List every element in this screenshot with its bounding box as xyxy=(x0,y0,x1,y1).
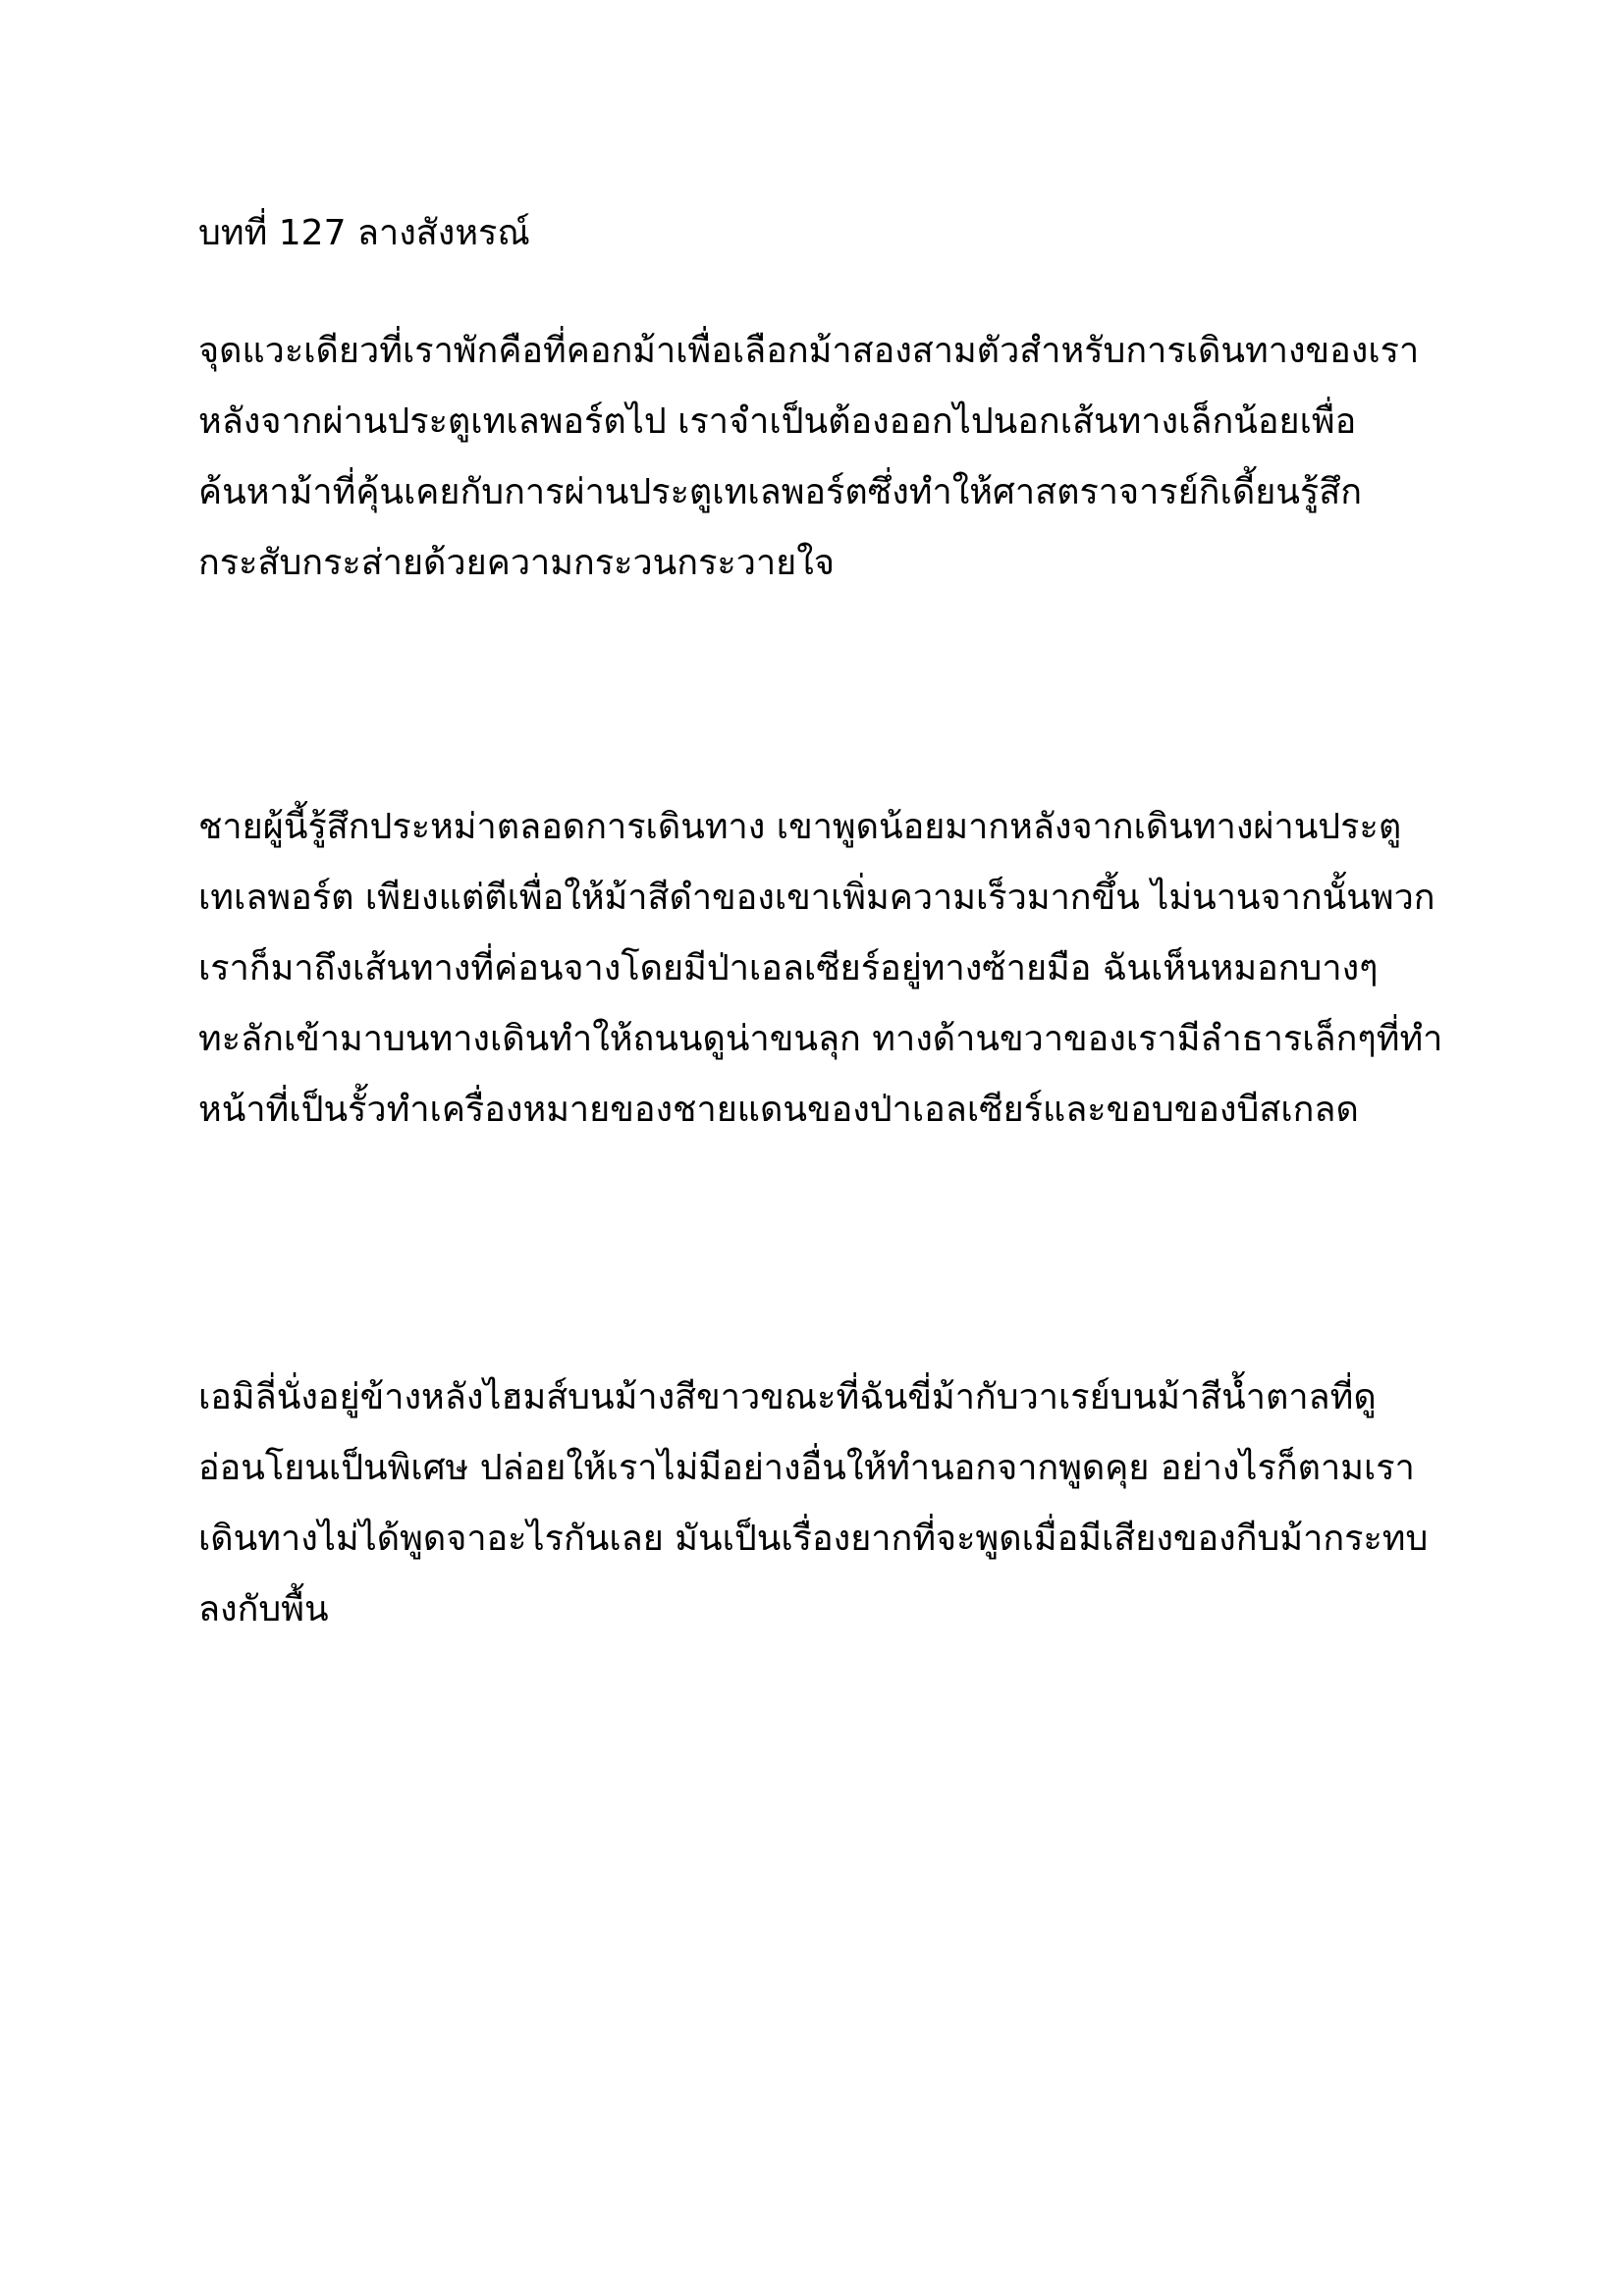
chapter-title: บทที่ 127 ลางสังหรณ์ xyxy=(198,213,530,253)
paragraph-line: หน้าที่เป็นรั้วทำเครื่องหมายของชายแดนของป่าเอลเซียร์และขอบของบีสเกลด xyxy=(198,1090,1359,1130)
paragraph-line: ทะลักเข้ามาบนทางเดินทำให้ถนนดูน่าขนลุก ทางด้านขวาของเรามีลำธารเล็กๆที่ทำ xyxy=(198,1019,1443,1059)
paragraph-line: เดินทางไม่ได้พูดจาอะไรกันเลย มันเป็นเรื่องยากที่จะพูดเมื่อมีเสียงของกีบม้ากระทบ xyxy=(198,1519,1429,1559)
paragraph-line: ค้นหาม้าที่คุ้นเคยกับการผ่านประตูเทเลพอร์ตซึ่งทำให้ศาสตราจารย์กิเดี้ยนรู้สึก xyxy=(198,472,1363,512)
paragraph-line: หลังจากผ่านประตูเทเลพอร์ตไป เราจำเป็นต้องออกไปนอกเส้นทางเล็กน้อยเพื่อ xyxy=(198,401,1357,442)
paragraph-line: กระสับกระส่ายด้วยความกระวนกระวายใจ xyxy=(198,543,835,583)
paragraph-2 xyxy=(198,792,1442,1146)
paragraph-line: เอมิลี่นั่งอยู่ข้างหลังไฮมส์บนม้างสีขาวขณะที่ฉันขี่ม้ากับวาเรย์บนม้าสีน้ำตาลที่ดู xyxy=(198,1377,1377,1417)
paragraph-1 xyxy=(198,316,1419,599)
paragraph-line: ชายผู้นี้รู้สึกประหม่าตลอดการเดินทาง เขาพูดน้อยมากหลังจากเดินทางผ่านประตู xyxy=(198,807,1402,847)
paragraph-line: อ่อนโยนเป็นพิเศษ ปล่อยให้เราไม่มีอย่างอื่นให้ทำนอกจากพูดคุย อย่างไรก็ตามเรา xyxy=(198,1448,1415,1488)
paragraph-line: เราก็มาถึงเส้นทางที่ค่อนจางโดยมีป่าเอลเซียร์อยู่ทางซ้ายมือ ฉันเห็นหมอกบางๆ xyxy=(198,948,1379,988)
paragraph-line: เทเลพอร์ต เพียงแต่ตีเพื่อให้ม้าสีดำของเขาเพิ่มความเร็วมากขึ้น ไม่นานจากนั้นพวก xyxy=(198,878,1435,918)
paragraph-line: จุดแวะเดียวที่เราพักคือที่คอกม้าเพื่อเลือกม้าสองสามตัวสำหรับการเดินทางของเรา xyxy=(198,331,1420,371)
paragraph-line: ลงกับพื้น xyxy=(198,1589,329,1629)
paragraph-3 xyxy=(198,1362,1428,1645)
